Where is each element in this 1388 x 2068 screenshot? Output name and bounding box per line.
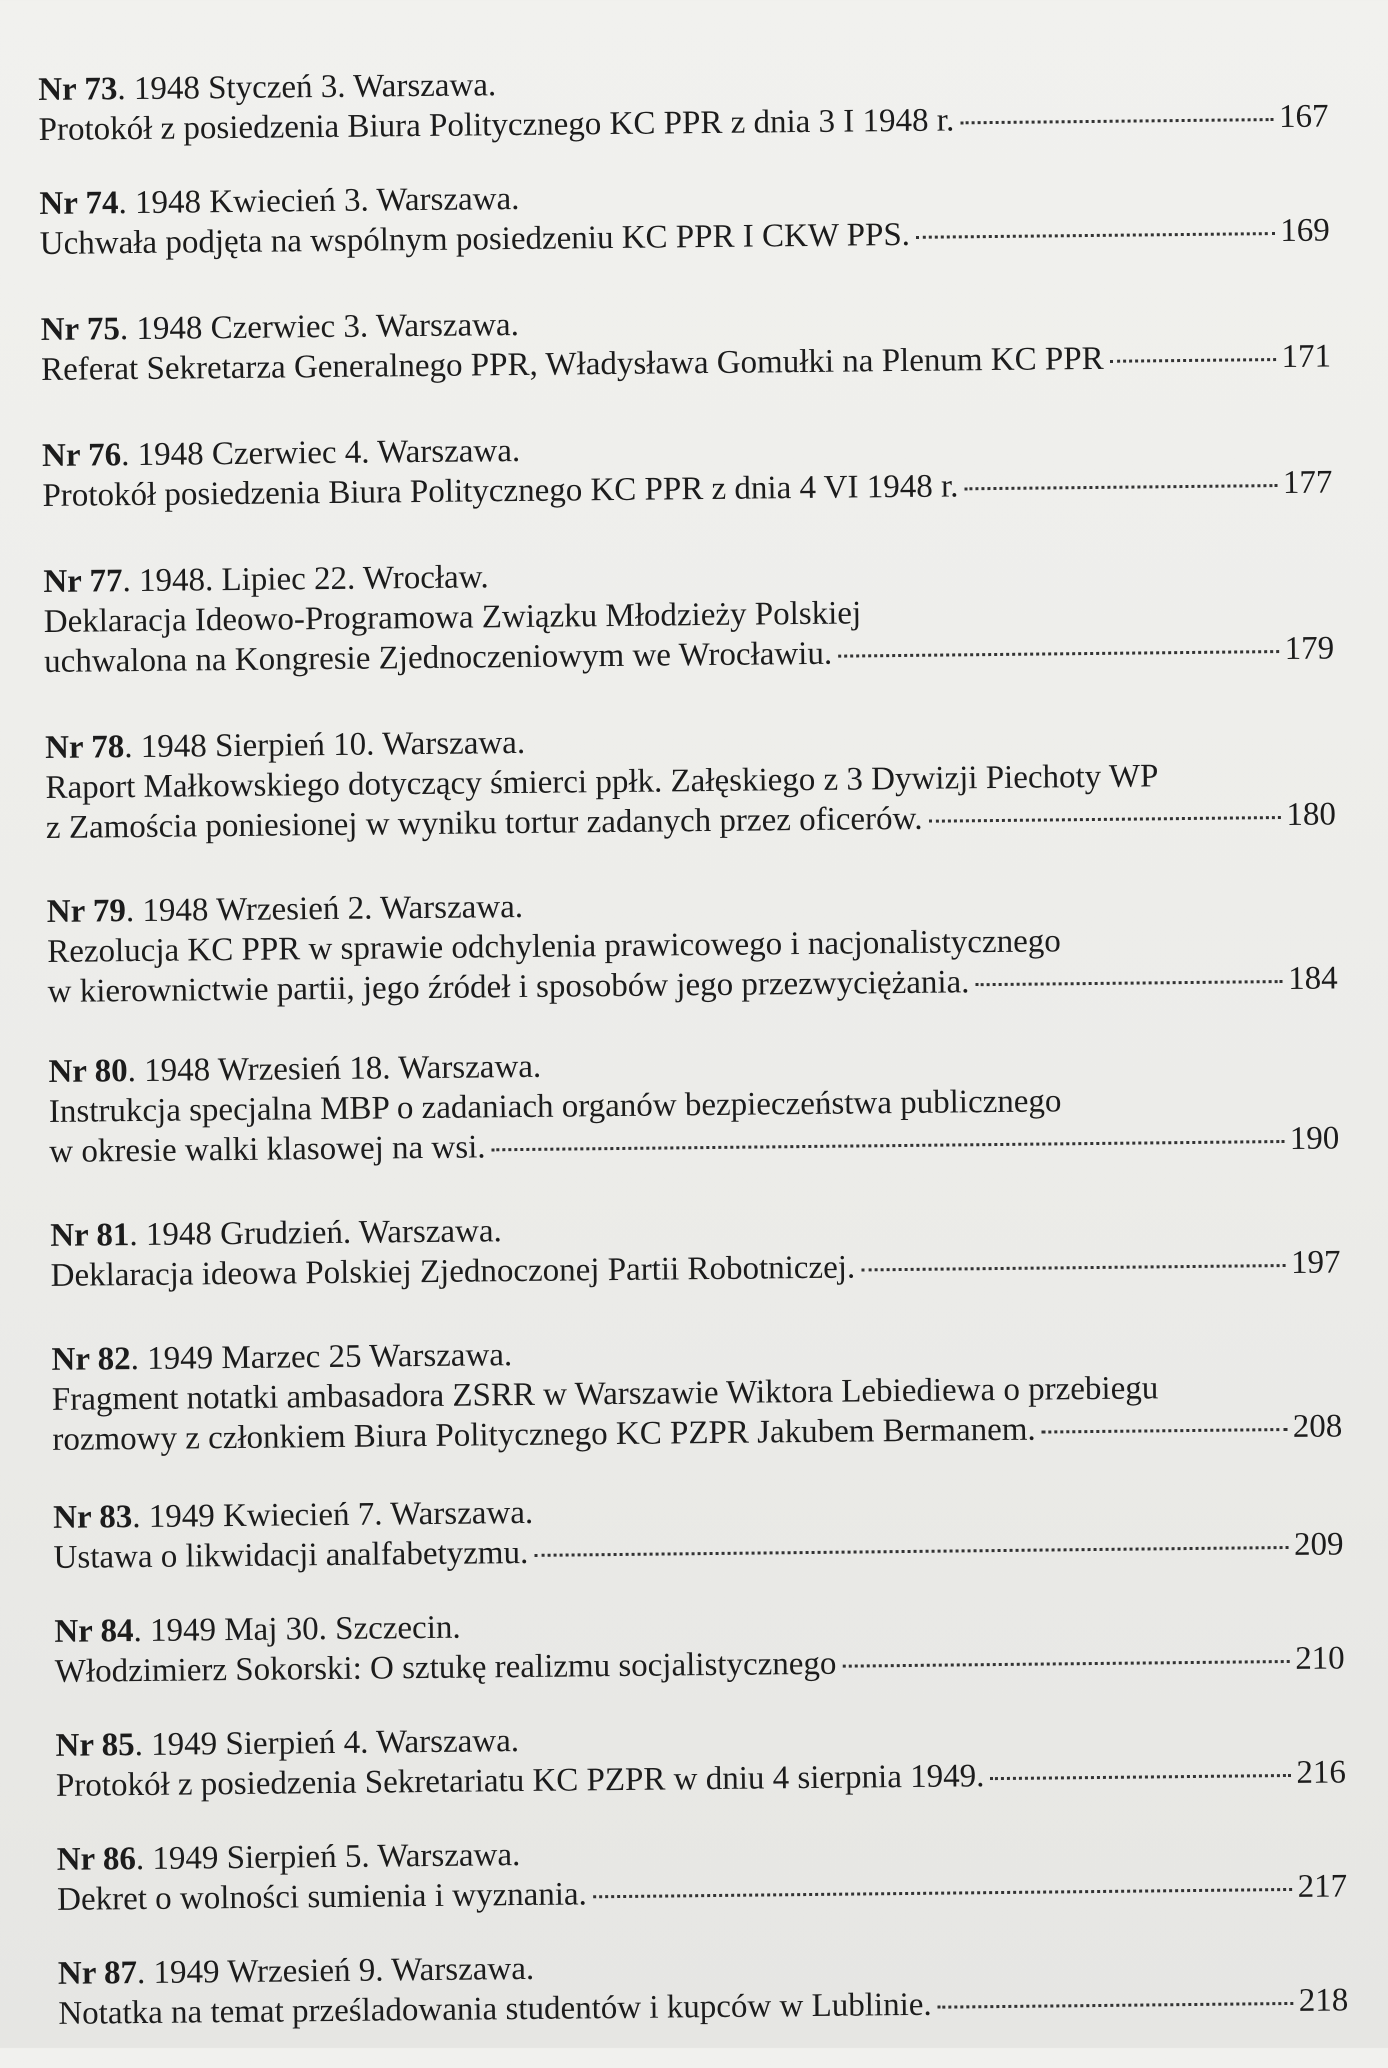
entry-date-place: . 1949 Kwiecień 7. Warszawa. [132,1494,534,1536]
dot-leader [861,1264,1285,1271]
dot-leader [593,1888,1292,1898]
dot-leader [929,816,1281,823]
entry-title-text: Ustawa o likwidacji analfabetyzmu. [53,1534,529,1576]
entry-title-text: Uchwała podjęta na wspólnym posiedzeniu KC PPR I CKW PPS. [39,216,911,262]
entry-number: Nr 78 [44,729,125,766]
entry-number: Nr 84 [54,1613,134,1650]
table-of-contents [38,56,1349,2067]
entry-title-text: Raport Małkowskiego dotyczący śmierci ppłk. Załęskiego z 3 Dywizji Piechoty WP [45,758,1159,806]
entry-number: Nr 80 [48,1053,128,1090]
dot-leader [1042,1428,1287,1434]
entry-date-place: . 1948. Lipiec 22. Wrocław. [122,559,489,600]
dot-leader [938,2002,1293,2009]
dot-leader [1110,358,1276,363]
page-number: 208 [1292,1408,1343,1445]
toc-entry [47,878,1338,1012]
entry-date-place: . 1948 Czerwiec 4. Warszawa. [120,432,521,474]
page-number: 180 [1286,796,1337,833]
entry-date-place: . 1949 Wrzesień 9. Warszawa. [136,1950,535,1992]
toc-entry [39,170,1330,264]
entry-title-text: Referat Sekretarza Generalnego PPR, Władysława Gomułki na Plenum KC PPR [40,340,1104,388]
page-number: 216 [1296,1754,1347,1791]
entry-title-text: Protokół z posiedzenia Sekretariatu KC PZPR w dniu 4 sierpnia 1949. [55,1758,985,1804]
toc-entry [55,1712,1346,1806]
page-number: 217 [1297,1868,1348,1905]
entry-title-text: Protokół posiedzenia Biura Politycznego KC PPR z dnia 4 VI 1948 r. [42,468,959,514]
entry-number: Nr 81 [50,1217,130,1254]
entry-title-text: z Zamościa poniesionej w wyniku tortur zadanych przez oficerów. [45,800,923,846]
entry-number: Nr 82 [51,1341,131,1378]
toc-entry [50,1202,1341,1296]
entry-number: Nr 73 [38,71,118,108]
page-number: 179 [1284,630,1335,667]
toc-entry [51,1326,1342,1460]
entry-title-text: rozmowy z członkiem Biura Politycznego KC PZPR Jakubem Bermanem. [52,1411,1036,1458]
page-number: 190 [1289,1120,1340,1157]
entry-number: Nr 74 [39,185,119,222]
page-number: 210 [1295,1640,1345,1677]
toc-entry [43,548,1334,682]
entry-number: Nr 75 [40,311,121,348]
entry-title-text: Deklaracja ideowa Polskiej Zjednoczonej Partii Robotniczej. [50,1249,856,1294]
entry-title-text: Instrukcja specjalna MBP o zadaniach organów bezpieczeństwa publicznego [48,1083,1062,1130]
dot-leader [838,650,1279,658]
page-number: 167 [1278,98,1329,136]
entry-date-place: . 1948 Wrzesień 2. Warszawa. [125,888,524,930]
entry-date-place: . 1948 Styczeń 3. Warszawa. [117,67,497,108]
entry-number: Nr 85 [55,1727,135,1764]
entry-date-place: . 1949 Sierpień 4. Warszawa. [134,1723,520,1764]
entry-date-place: . 1949 Maj 30. Szczecin. [133,1609,461,1650]
page-number: 171 [1281,338,1332,375]
entry-number: Nr 77 [43,563,123,600]
entry-date-place: . 1948 Sierpień 10. Warszawa. [124,724,526,766]
dot-leader [960,118,1273,124]
entry-date-place: . 1948 Wrzesień 18. Warszawa. [127,1048,542,1090]
page-number: 209 [1293,1526,1344,1563]
entry-title-text: Notatka na temat prześladowania studentów i kupców w Lublinie. [58,1986,932,2032]
entry-date-place: . 1948 Grudzień. Warszawa. [129,1213,502,1254]
entry-number: Nr 76 [41,437,122,474]
page-number: 197 [1290,1244,1341,1281]
entry-title-text: Rezolucja KC PPR w sprawie odchylenia prawicowego i nacjonalistycznego [47,923,1061,970]
entry-number: Nr 83 [52,1499,133,1536]
dot-leader [842,1660,1289,1668]
toc-entry [54,1598,1345,1692]
entry-title-text: Dekret o wolności sumienia i wyznania. [56,1876,588,1918]
dot-leader [990,1774,1290,1780]
toc-entry [38,56,1329,150]
dot-leader [975,980,1282,986]
toc-entry [42,422,1333,516]
toc-entry [48,1038,1339,1172]
entry-title-text: Protokół z posiedzenia Biura Politycznego KC PPR z dnia 3 I 1948 r. [38,102,955,148]
dot-leader [964,484,1277,490]
entry-title-text: w kierownictwie partii, jego źródeł i sposobów jego przezwyciężania. [47,964,970,1010]
entry-date-place: . 1948 Czerwiec 3. Warszawa. [119,306,520,348]
entry-title-text: uchwalona na Kongresie Zjednoczeniowym we Wrocławiu. [44,635,833,680]
entry-title-text: w okresie walki klasowej na wsi. [49,1129,486,1170]
entry-number: Nr 79 [46,893,127,930]
entry-title-text: Włodzimierz Sokorski: O sztukę realizmu socjalistycznego [54,1645,837,1690]
entry-number: Nr 86 [56,1841,137,1878]
entry-date-place: . 1949 Sierpień 5. Warszawa. [135,1837,521,1878]
entry-title-text: Fragment notatki ambasadora ZSRR w Warszawie Wiktora Lebiediewa o przebiegu [51,1370,1159,1418]
toc-entry [58,1940,1349,2034]
dot-leader [534,1546,1288,1557]
toc-entry [45,714,1336,848]
page-number: 218 [1298,1982,1349,2019]
entry-number: Nr 87 [57,1955,138,1992]
entry-date-place: . 1949 Marzec 25 Warszawa. [130,1337,513,1378]
toc-entry [41,296,1332,390]
toc-entry [57,1826,1348,1920]
entry-date-place: . 1948 Kwiecień 3. Warszawa. [118,180,520,222]
dot-leader [916,232,1274,239]
entry-title-text: Deklaracja Ideowo-Programowa Związku Młodzieży Polskiej [43,595,862,640]
toc-entry [53,1484,1344,1578]
page-number: 177 [1282,464,1333,501]
dot-leader [492,1140,1284,1151]
page-number: 184 [1287,960,1338,997]
page-number: 169 [1280,212,1330,249]
